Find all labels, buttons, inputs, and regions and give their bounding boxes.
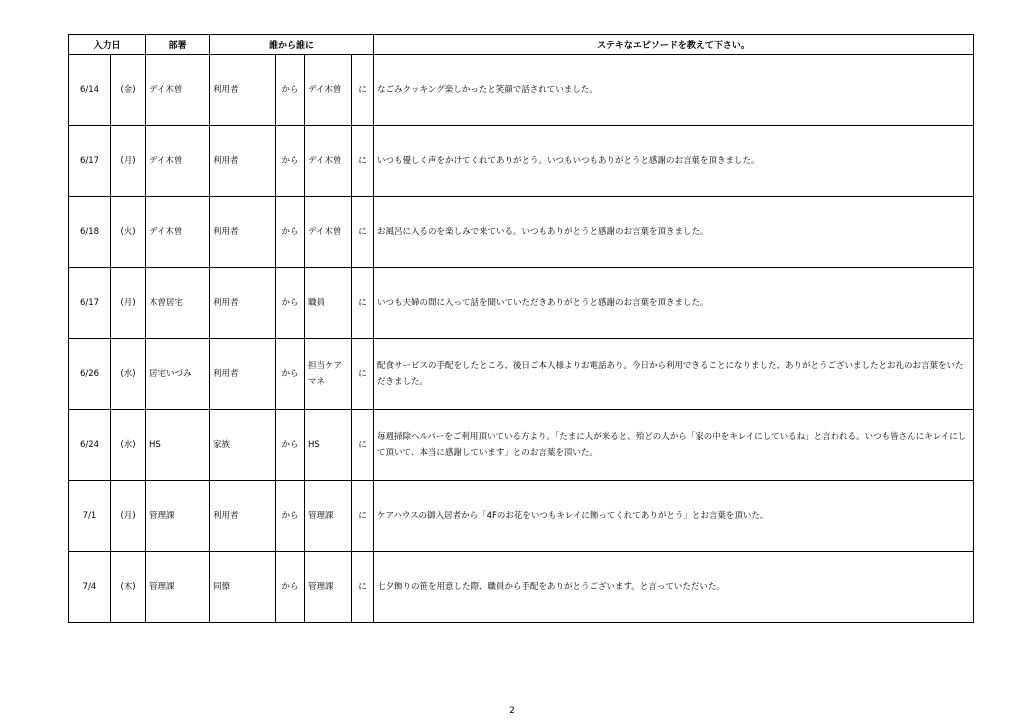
to-cell: 管理課 [305,552,352,623]
ni-cell: に [352,410,374,481]
table-row [69,552,974,623]
date-cell: 7/1 [69,481,111,552]
weekday-cell: (水) [111,339,146,410]
to-cell: デイ木曽 [305,126,352,197]
kara-cell: から [276,55,305,126]
episode-cell: いつも夫婦の間に入って話を聞いていただきありがとうと感謝のお言葉を頂きました。 [374,268,974,339]
to-cell: 職員 [305,268,352,339]
from-cell: 利用者 [210,268,276,339]
date-cell: 6/14 [69,55,111,126]
weekday-cell: (水) [111,410,146,481]
episode-cell: なごみクッキング楽しかったと笑顔で話されていました。 [374,55,974,126]
episode-cell: ケアハウスの御入居者から「4Fのお花をいつもキレイに飾ってくれてありがとう」とお言葉を頂いた。 [374,481,974,552]
table-row [69,410,974,481]
header-who: 誰から誰に [210,35,374,55]
ni-cell: に [352,126,374,197]
kara-cell: から [276,410,305,481]
kara-cell: から [276,552,305,623]
kara-cell: から [276,481,305,552]
to-cell: HS [305,410,352,481]
ni-cell: に [352,197,374,268]
episode-cell: 配食サービスの手配をしたところ、後日ご本人様よりお電話あり。今日から利用できることになりました、ありがとうございましたとお礼のお言葉をいただきました。 [374,339,974,410]
date-cell: 6/18 [69,197,111,268]
ni-cell: に [352,55,374,126]
dept-cell: 管理課 [146,552,210,623]
weekday-cell: (金) [111,55,146,126]
kara-cell: から [276,268,305,339]
episode-cell: お風呂に入るのを楽しみで来ている。いつもありがとうと感謝のお言葉を頂きました。 [374,197,974,268]
to-cell: デイ木曽 [305,55,352,126]
episode-cell: 七夕飾りの笹を用意した際、職員から手配をありがとうございます。と言っていただいた。 [374,552,974,623]
ni-cell: に [352,481,374,552]
from-cell: 利用者 [210,481,276,552]
kara-cell: から [276,339,305,410]
dept-cell: 居宅いづみ [146,339,210,410]
date-cell: 6/17 [69,126,111,197]
table-row [69,197,974,268]
header-row [69,35,974,55]
dept-cell: デイ木曽 [146,197,210,268]
date-cell: 6/24 [69,410,111,481]
ni-cell: に [352,339,374,410]
from-cell: 利用者 [210,197,276,268]
ni-cell: に [352,552,374,623]
table-row [69,339,974,410]
episode-cell: 毎週掃除ヘルパーをご利用頂いている方より。「たまに人が来ると、殆どの人から「家の中をキレイにしているね」と言われる。いつも皆さんにキレイにして頂いて、本当に感謝しています」とのお言葉を頂いた。 [374,410,974,481]
table-row [69,55,974,126]
from-cell: 同僚 [210,552,276,623]
header-date: 入力日 [69,35,146,55]
to-cell: 担当ケアマネ [305,339,352,410]
header-dept: 部署 [146,35,210,55]
table-row [69,481,974,552]
weekday-cell: (火) [111,197,146,268]
weekday-cell: (木) [111,552,146,623]
table-row [69,126,974,197]
ni-cell: に [352,268,374,339]
date-cell: 7/4 [69,552,111,623]
from-cell: 利用者 [210,55,276,126]
table-row [69,268,974,339]
weekday-cell: (月) [111,126,146,197]
dept-cell: 管理課 [146,481,210,552]
date-cell: 6/26 [69,339,111,410]
dept-cell: デイ木曽 [146,55,210,126]
from-cell: 家族 [210,410,276,481]
date-cell: 6/17 [69,268,111,339]
kara-cell: から [276,126,305,197]
kara-cell: から [276,197,305,268]
dept-cell: HS [146,410,210,481]
to-cell: デイ木曽 [305,197,352,268]
from-cell: 利用者 [210,126,276,197]
dept-cell: デイ木曽 [146,126,210,197]
episode-table [68,34,974,623]
header-episode: ステキなエピソードを教えて下さい。 [374,35,974,55]
page-number: 2 [509,706,515,716]
episode-cell: いつも優しく声をかけてくれてありがとう。いつもいつもありがとうと感謝のお言葉を頂きました。 [374,126,974,197]
weekday-cell: (月) [111,268,146,339]
to-cell: 管理課 [305,481,352,552]
from-cell: 利用者 [210,339,276,410]
weekday-cell: (月) [111,481,146,552]
dept-cell: 木曽居宅 [146,268,210,339]
